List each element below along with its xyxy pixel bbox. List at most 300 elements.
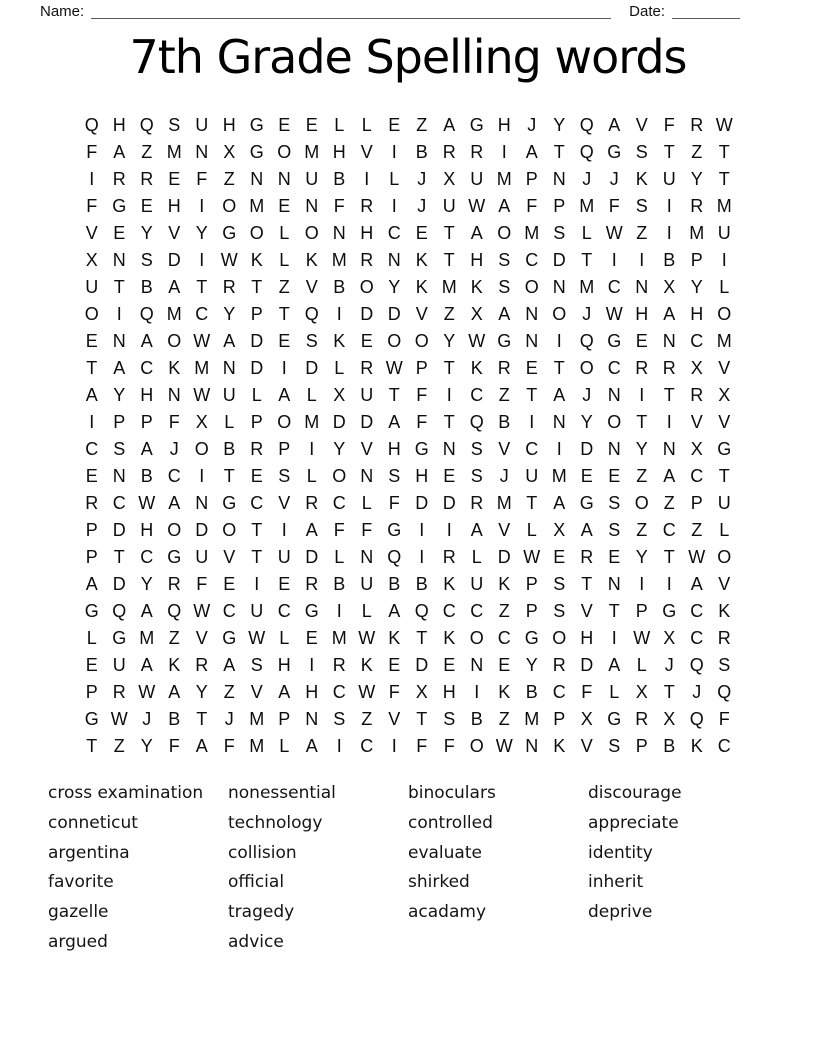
grid-letter: T [553,142,565,162]
grid-letter: J [609,169,619,189]
grid-letter: L [224,412,235,432]
grid-letter: P [635,736,648,756]
grid-letter: I [474,682,480,702]
grid-letter: I [391,196,397,216]
grid-letter: Y [690,169,703,189]
grid-letter: A [223,655,236,675]
word-item: shirked [408,872,470,893]
grid-letter: E [553,547,566,567]
grid-letter: A [580,520,593,540]
grid-letter: H [222,115,236,135]
grid-letter: O [167,331,182,351]
grid-letter: N [387,250,401,270]
grid-letter: W [193,385,211,405]
grid-letter: P [113,412,126,432]
grid-letter: A [388,601,401,621]
grid-letter: L [526,520,537,540]
word-column [48,779,228,958]
grid-letter: K [415,250,428,270]
grid-letter: J [664,655,674,675]
grid-letter: B [333,169,346,189]
grid-letter: X [415,682,428,702]
grid-letter: N [442,439,456,459]
grid-letter: E [305,628,318,648]
grid-letter: X [718,385,731,405]
grid-letter: T [196,709,208,729]
grid-letter: G [387,520,402,540]
grid-letter: G [717,439,732,459]
grid-letter: V [718,358,731,378]
grid-letter: W [468,196,486,216]
grid-letter: S [278,466,291,486]
grid-letter: M [579,196,595,216]
grid-letter: C [332,493,346,513]
grid-letter: S [443,709,456,729]
grid-letter: W [468,331,486,351]
grid-letter: F [663,115,675,135]
grid-letter: E [85,466,98,486]
grid-letter: R [497,358,511,378]
grid-letter: T [278,304,290,324]
grid-letter: R [690,196,704,216]
grid-letter: O [552,628,567,648]
grid-letter: O [469,736,484,756]
grid-letter: C [140,358,154,378]
grid-letter: P [278,439,291,459]
grid-letter: Y [195,682,208,702]
grid-letter: D [112,520,126,540]
grid-letter: O [332,466,347,486]
grid-letter: K [498,682,511,702]
grid-letter: X [663,277,676,297]
grid-letter: I [419,520,425,540]
grid-letter: N [552,277,566,297]
grid-letter: R [442,547,456,567]
grid-letter: L [251,385,262,405]
grid-letter: M [689,223,705,243]
grid-letter: I [639,250,645,270]
grid-letter: C [690,331,704,351]
grid-letter: M [166,304,182,324]
grid-letter: O [222,520,237,540]
grid-letter: W [358,682,376,702]
grid-letter: E [415,223,428,243]
grid-letter: Z [113,736,125,756]
grid-letter: I [364,169,370,189]
grid-letter: I [281,520,287,540]
grid-letter: R [580,547,594,567]
grid-letter: M [331,628,347,648]
grid-letter: G [304,601,319,621]
grid-letter: I [556,439,562,459]
grid-letter: A [113,142,126,162]
grid-letter: C [112,493,126,513]
grid-letter: K [470,358,483,378]
grid-letter: V [635,115,648,135]
grid-letter: S [553,601,566,621]
grid-letter: U [717,493,731,513]
grid-letter: R [250,439,264,459]
grid-letter: W [358,628,376,648]
grid-letter: E [608,547,621,567]
grid-letter: P [85,520,98,540]
grid-letter: C [277,601,291,621]
grid-letter: N [112,331,126,351]
grid-letter: I [529,412,535,432]
grid-letter: O [84,304,99,324]
grid-letter: T [113,547,125,567]
grid-letter: M [524,709,540,729]
grid-letter: Y [195,223,208,243]
grid-letter: I [666,196,672,216]
grid-letter: Q [469,412,484,432]
grid-letter: I [116,304,122,324]
grid-letter: P [525,574,538,594]
grid-letter: E [608,466,621,486]
grid-letter: B [470,709,483,729]
grid-letter: N [662,331,676,351]
grid-letter: Z [636,520,648,540]
grid-letter: L [334,358,345,378]
grid-letter: I [666,412,672,432]
grid-letter: P [553,709,566,729]
grid-letter: D [332,412,346,432]
grid-letter: T [251,547,263,567]
grid-letter: T [416,628,428,648]
grid-letter: K [443,574,456,594]
grid-letter: F [86,142,98,162]
grid-letter: D [497,547,511,567]
grid-letter: O [717,304,732,324]
grid-letter: R [332,655,346,675]
grid-letter: S [608,736,621,756]
grid-letter: U [525,466,539,486]
grid-letter: W [138,493,156,513]
grid-letter: R [360,196,374,216]
grid-letter: R [112,682,126,702]
grid-letter: C [360,736,374,756]
grid-letter: G [112,628,127,648]
grid-letter: Y [388,277,401,297]
grid-letter: T [443,358,455,378]
grid-letter: Z [416,115,428,135]
grid-letter: V [360,439,373,459]
word-item: nonessential [228,783,336,803]
grid-letter: N [167,385,181,405]
grid-letter: N [525,304,539,324]
grid-letter: T [663,682,675,702]
grid-letter: K [360,655,373,675]
grid-letter: C [690,628,704,648]
grid-letter: Y [690,277,703,297]
grid-letter: G [222,628,237,648]
grid-letter: J [499,466,509,486]
grid-letter: Z [168,628,180,648]
grid-letter: Y [140,574,153,594]
grid-letter: Z [498,709,510,729]
grid-letter: C [690,601,704,621]
grid-letter: U [360,385,374,405]
grid-letter: O [634,493,649,513]
grid-letter: O [304,223,319,243]
grid-letter: N [470,655,484,675]
grid-letter: N [305,196,319,216]
grid-letter: A [663,466,676,486]
grid-letter: A [525,142,538,162]
grid-letter: U [277,547,291,567]
grid-letter: S [608,493,621,513]
grid-letter: G [524,628,539,648]
grid-letter: W [110,709,128,729]
grid-letter: E [223,574,236,594]
grid-letter: R [690,115,704,135]
grid-letter: M [496,169,512,189]
grid-letter: Q [414,601,429,621]
grid-letter: M [304,412,320,432]
grid-letter: D [250,358,264,378]
grid-letter: P [635,601,648,621]
grid-letter: V [580,736,593,756]
grid-letter: K [718,601,731,621]
grid-letter: A [663,304,676,324]
grid-letter: O [469,628,484,648]
grid-letter: Z [223,169,235,189]
grid-letter: W [495,736,513,756]
grid-letter: Y [140,223,153,243]
grid-letter: V [718,574,731,594]
grid-letter: S [250,655,263,675]
grid-letter: Z [223,682,235,702]
grid-letter: W [385,358,403,378]
grid-letter: I [199,466,205,486]
grid-letter: L [306,385,317,405]
grid-letter: S [498,250,511,270]
grid-letter: E [250,466,263,486]
grid-letter: L [636,655,647,675]
grid-letter: H [497,115,511,135]
grid-letter: R [305,493,319,513]
grid-letter: V [718,412,731,432]
grid-letter: L [389,169,400,189]
grid-letter: J [169,439,179,459]
grid-letter: N [607,385,621,405]
grid-letter: T [443,223,455,243]
grid-letter: G [167,547,182,567]
grid-letter: O [717,547,732,567]
grid-letter: O [387,331,402,351]
grid-letter: L [306,466,317,486]
grid-letter: C [85,439,99,459]
grid-letter: T [223,466,235,486]
grid-letter: Z [278,277,290,297]
grid-letter: Q [139,304,154,324]
grid-letter: T [718,142,730,162]
grid-letter: U [717,223,731,243]
grid-letter: L [719,520,730,540]
grid-letter: B [223,439,236,459]
grid-letter: F [86,196,98,216]
grid-letter: A [305,736,318,756]
grid-letter: D [387,304,401,324]
grid-letter: W [248,628,266,648]
grid-letter: C [167,466,181,486]
grid-letter: I [611,628,617,648]
grid-letter: I [199,250,205,270]
grid-letter: L [334,547,345,567]
grid-letter: A [168,493,181,513]
grid-letter: I [419,547,425,567]
grid-letter: L [609,682,620,702]
grid-letter: L [581,223,592,243]
grid-letter: Y [113,385,126,405]
grid-letter: I [666,574,672,594]
grid-letter: U [662,169,676,189]
word-item: favorite [48,872,114,893]
grid-letter: M [249,709,265,729]
grid-letter: E [168,169,181,189]
grid-letter: A [85,574,98,594]
grid-letter: A [498,196,511,216]
grid-letter: I [391,142,397,162]
grid-letter: S [608,520,621,540]
grid-letter: E [580,466,593,486]
grid-letter: S [305,331,318,351]
grid-letter: J [417,169,427,189]
grid-letter: W [688,547,706,567]
grid-letter: S [553,574,566,594]
grid-letter: T [113,277,125,297]
grid-letter: G [112,196,127,216]
grid-letter: Z [498,385,510,405]
grid-letter: Y [223,304,236,324]
grid-letter: R [470,142,484,162]
grid-letter: A [278,385,291,405]
grid-letter: U [470,574,484,594]
grid-letter: I [446,385,452,405]
grid-letter: C [497,628,511,648]
grid-letter: A [608,655,621,675]
grid-letter: K [553,736,566,756]
grid-letter: E [85,331,98,351]
grid-letter: H [470,250,484,270]
grid-letter: Z [691,142,703,162]
grid-letter: R [222,277,236,297]
grid-letter: O [607,412,622,432]
grid-letter: M [716,331,732,351]
grid-letter: Z [663,493,675,513]
grid-letter: M [331,250,347,270]
word-item: discourage [588,783,682,803]
grid-letter: F [416,385,428,405]
grid-letter: T [608,601,620,621]
grid-letter: J [692,682,702,702]
grid-letter: O [167,520,182,540]
grid-letter: M [304,142,320,162]
grid-letter: A [168,682,181,702]
grid-letter: T [251,520,263,540]
grid-letter: Q [717,682,732,702]
grid-letter: I [556,331,562,351]
grid-letter: U [250,601,264,621]
grid-letter: O [277,142,292,162]
grid-letter: C [607,358,621,378]
grid-letter: M [551,466,567,486]
grid-letter: L [86,628,97,648]
word-item: cross examination [48,783,204,803]
grid-letter: P [278,709,291,729]
grid-letter: B [663,250,676,270]
grid-letter: O [524,277,539,297]
grid-letter: P [85,682,98,702]
grid-letter: W [193,601,211,621]
grid-letter: L [471,547,482,567]
grid-letter: C [525,439,539,459]
grid-letter: R [662,358,676,378]
grid-letter: R [360,358,374,378]
grid-letter: L [279,628,290,648]
grid-letter: Y [553,115,566,135]
grid-letter: H [332,142,346,162]
grid-letter: X [470,304,483,324]
grid-letter: Z [636,466,648,486]
grid-letter: A [113,358,126,378]
grid-letter: I [336,736,342,756]
grid-letter: R [635,358,649,378]
grid-letter: G [607,709,622,729]
grid-letter: B [140,466,153,486]
word-item: identity [588,842,653,863]
grid-letter: O [497,223,512,243]
grid-letter: P [525,601,538,621]
grid-letter: R [360,250,374,270]
grid-letter: L [279,736,290,756]
grid-letter: U [222,385,236,405]
grid-letter: X [333,385,346,405]
grid-letter: N [635,277,649,297]
grid-letter: D [552,250,566,270]
grid-letter: E [278,196,291,216]
grid-letter: S [718,655,731,675]
grid-letter: S [388,466,401,486]
grid-letter: R [552,655,566,675]
grid-letter: T [443,250,455,270]
grid-letter: F [333,196,345,216]
grid-letter: A [140,331,153,351]
grid-letter: T [86,358,98,378]
grid-letter: T [663,385,675,405]
grid-letter: M [194,358,210,378]
grid-letter: H [635,304,649,324]
grid-letter: B [333,277,346,297]
grid-letter: P [415,358,428,378]
grid-letter: G [497,331,512,351]
grid-letter: N [222,358,236,378]
grid-letter: V [690,412,703,432]
grid-letter: N [607,439,621,459]
grid-letter: O [414,331,429,351]
grid-letter: N [332,223,346,243]
grid-letter: Z [691,520,703,540]
grid-letter: D [305,358,319,378]
grid-letter: N [195,142,209,162]
grid-letter: T [636,412,648,432]
grid-letter: F [361,520,373,540]
grid-letter: H [140,520,154,540]
grid-letter: H [387,439,401,459]
grid-letter: S [553,223,566,243]
word-item: argued [48,931,108,952]
grid-letter: F [168,412,180,432]
